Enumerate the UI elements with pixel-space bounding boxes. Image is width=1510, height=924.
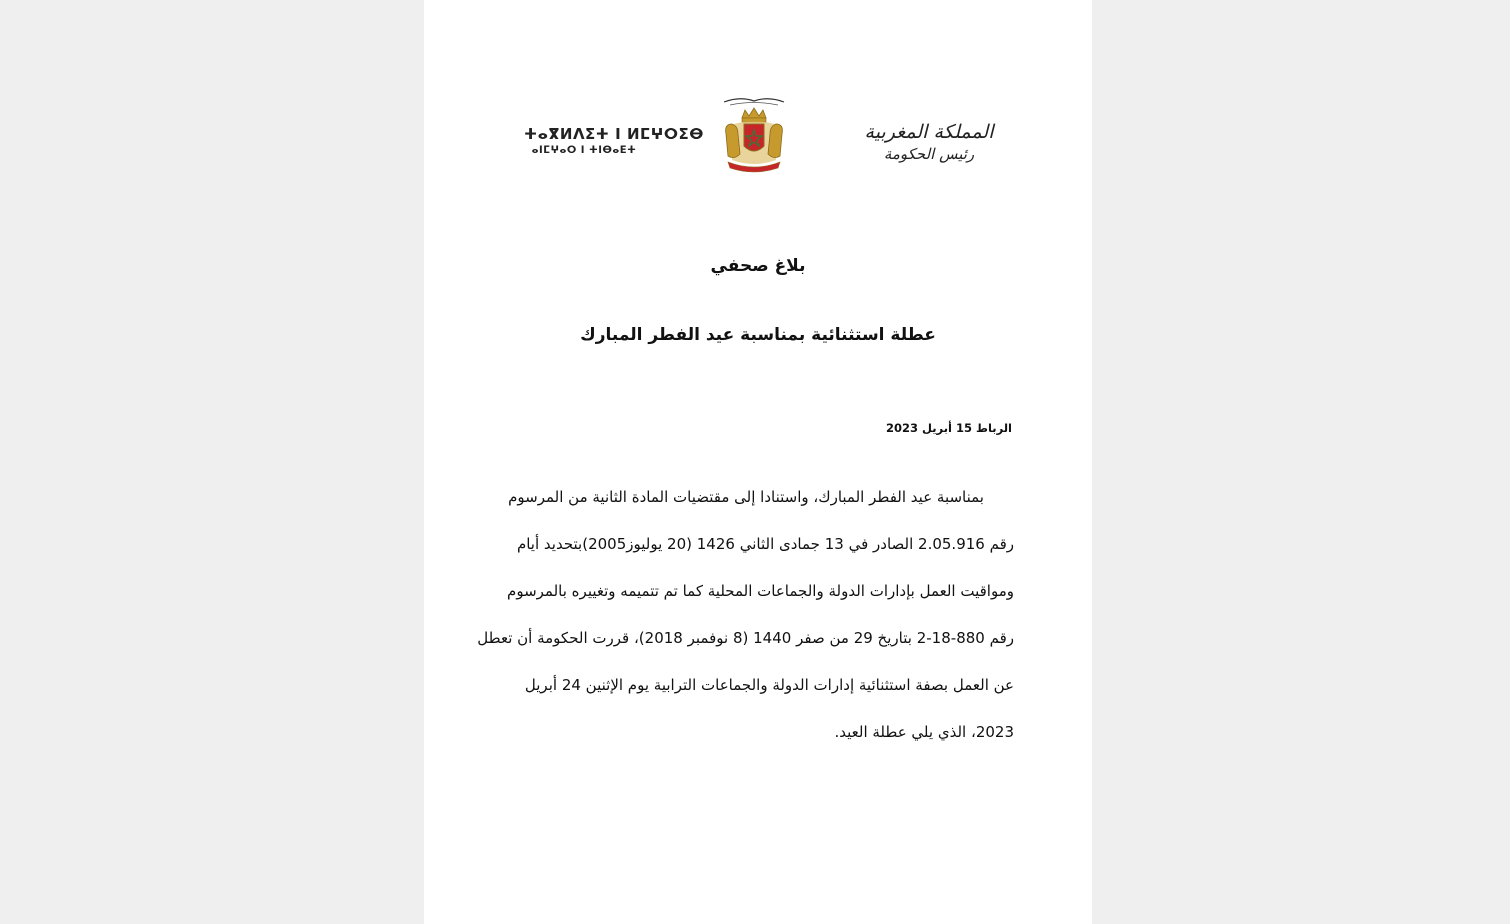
arabic-header [864, 120, 994, 164]
body-line: عن العمل بصفة استثنائية إدارات الدولة والجماعات الترابية يوم الإثنين 24 أبريل [524, 676, 1014, 694]
document-title: عطلة استثنائية بمناسبة عيد الفطر المبارك [580, 325, 936, 345]
body-line: بمناسبة عيد الفطر المبارك، واستنادا إلى مقتضيات المادة الثانية من المرسوم [508, 488, 984, 506]
body-line: ومواقيت العمل بإدارات الدولة والجماعات المحلية كما تم تتميمه وتغييره بالمرسوم [507, 582, 1014, 600]
head-of-government-text: رئيس الحكومة [883, 145, 975, 163]
royal-coat-of-arms-icon [710, 94, 798, 176]
body-line: رقم 2.05.916 الصادر في 13 جمادى الثاني 1426 (20 يوليوز2005)بتحديد أيام [516, 535, 1014, 553]
document-type-heading: بلاغ صحفي [710, 256, 806, 276]
body-paragraph [477, 474, 1014, 756]
document-page [424, 0, 1092, 924]
body-line: 2023، الذي يلي عطلة العيد. [834, 723, 1014, 741]
tifinagh-head-of-government-text: ⴰⵏⵎⵖⴰⵔ ⵏ ⵜⵏⴱⴰⴹⵜ [531, 145, 637, 156]
body-line: رقم 880-18-2 بتاريخ 29 من صفر 1440 (8 نوفمبر 2018)، قررت الحكومة أن تعطل [477, 629, 1014, 647]
tifinagh-kingdom-text: ⵜⴰⴳⵍⴷⵉⵜ ⵏ ⵍⵎⵖⵔⵉⴱ [524, 125, 704, 143]
kingdom-name-text: المملكة المغربية [864, 121, 994, 143]
dateline: الرباط 15 أبريل 2023 [885, 421, 1012, 435]
tifinagh-header [524, 124, 704, 158]
